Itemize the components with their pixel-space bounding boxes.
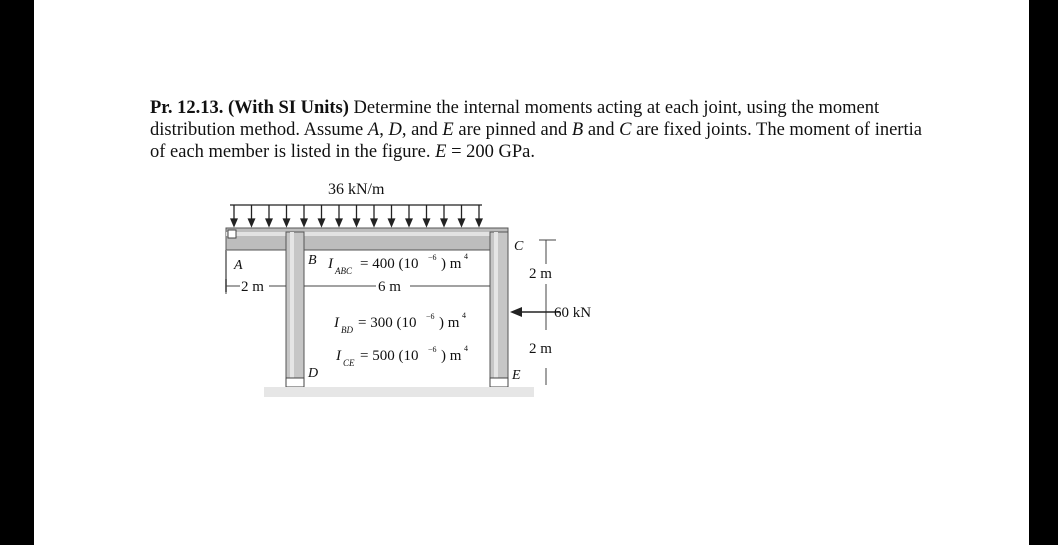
problem-statement	[150, 97, 940, 163]
statement-text-2: are pinned and	[453, 120, 572, 140]
modulus-value: = 200 GPa.	[446, 142, 535, 162]
svg-text:ABC: ABC	[335, 266, 352, 276]
separator-3: and	[583, 120, 620, 140]
i-bd-label	[333, 311, 466, 335]
label-d: D	[308, 366, 319, 381]
statement-text-3: are fixed joints. The moment of inertia of each member is listed in the figure.	[150, 120, 922, 162]
svg-text:4: 4	[464, 252, 468, 261]
pin-support-a	[228, 230, 236, 238]
column-ce	[490, 232, 508, 382]
beam-highlight	[226, 232, 508, 236]
load-arrow-head	[301, 219, 307, 226]
svg-text:= 300 (10: = 300 (10	[358, 315, 417, 331]
statement-text-1: Determine the internal moments acting at each joint, using the moment distribution method. Assume	[150, 98, 880, 140]
load-arrow-head	[476, 219, 482, 226]
ground-base	[264, 387, 534, 397]
joint-d-ref: D	[388, 120, 402, 140]
column-bd	[286, 232, 304, 382]
svg-text:2 m: 2 m	[529, 341, 552, 357]
modulus-symbol: E	[435, 142, 447, 162]
load-arrow-head	[336, 219, 342, 226]
svg-text:4: 4	[462, 311, 466, 320]
separator-2: , and	[401, 120, 443, 140]
separator-1: ,	[379, 120, 389, 140]
svg-text:) m: ) m	[439, 315, 460, 331]
svg-text:60 kN: 60 kN	[554, 305, 592, 321]
svg-text:−6: −6	[426, 312, 435, 321]
joint-b-ref: B	[571, 120, 584, 140]
load-arrow-head	[459, 219, 465, 226]
svg-text:= 500 (10: = 500 (10	[360, 348, 419, 364]
svg-text:I: I	[328, 256, 333, 272]
load-arrow-head	[354, 219, 360, 226]
load-arrow-head	[231, 219, 237, 226]
svg-text:CE: CE	[343, 358, 355, 368]
svg-text:−6: −6	[428, 253, 437, 262]
joint-e-ref: E	[442, 120, 454, 140]
svg-text:= 400 (10: = 400 (10	[360, 256, 419, 272]
svg-text:BD: BD	[341, 325, 353, 335]
load-arrow-head	[266, 219, 272, 226]
svg-text:6 m: 6 m	[378, 279, 401, 295]
svg-text:I: I	[334, 315, 339, 331]
load-arrow-head	[406, 219, 412, 226]
pin-support-e	[490, 378, 508, 387]
svg-text:2 m: 2 m	[241, 279, 264, 295]
load-arrow-head	[249, 219, 255, 226]
i-ce-label	[335, 344, 468, 368]
svg-text:−6: −6	[428, 345, 437, 354]
dimension-bc	[304, 279, 490, 295]
svg-text:) m: ) m	[441, 256, 462, 272]
document-page	[34, 0, 1029, 545]
svg-text:) m: ) m	[441, 348, 462, 364]
frame-diagram	[184, 172, 624, 422]
load-arrow-head	[371, 219, 377, 226]
column-bd-highlight	[290, 232, 294, 382]
load-arrow-head	[389, 219, 395, 226]
load-arrow-head	[319, 219, 325, 226]
load-arrow-head	[424, 219, 430, 226]
problem-number: Pr. 12.13.	[150, 98, 224, 118]
label-c: C	[514, 239, 524, 254]
beam-abc	[226, 228, 508, 250]
point-load-60kn	[510, 305, 591, 321]
svg-text:2 m: 2 m	[529, 266, 552, 282]
load-arrow-head	[284, 219, 290, 226]
dimension-ab	[226, 279, 286, 295]
joint-c-ref: C	[619, 120, 632, 140]
units-label: (With SI Units)	[227, 98, 349, 118]
distributed-load	[230, 205, 482, 226]
svg-text:4: 4	[464, 344, 468, 353]
label-e: E	[512, 368, 521, 383]
load-label: 36 kN/m	[328, 181, 385, 198]
column-ce-highlight	[494, 232, 498, 382]
frame-figure	[184, 172, 624, 422]
load-arrow-head	[441, 219, 447, 226]
label-b: B	[308, 253, 317, 268]
svg-text:I: I	[336, 348, 341, 364]
joint-a-ref: A	[367, 120, 380, 140]
label-a: A	[234, 258, 243, 273]
i-abc-label	[327, 252, 468, 276]
pin-support-d	[286, 378, 304, 387]
